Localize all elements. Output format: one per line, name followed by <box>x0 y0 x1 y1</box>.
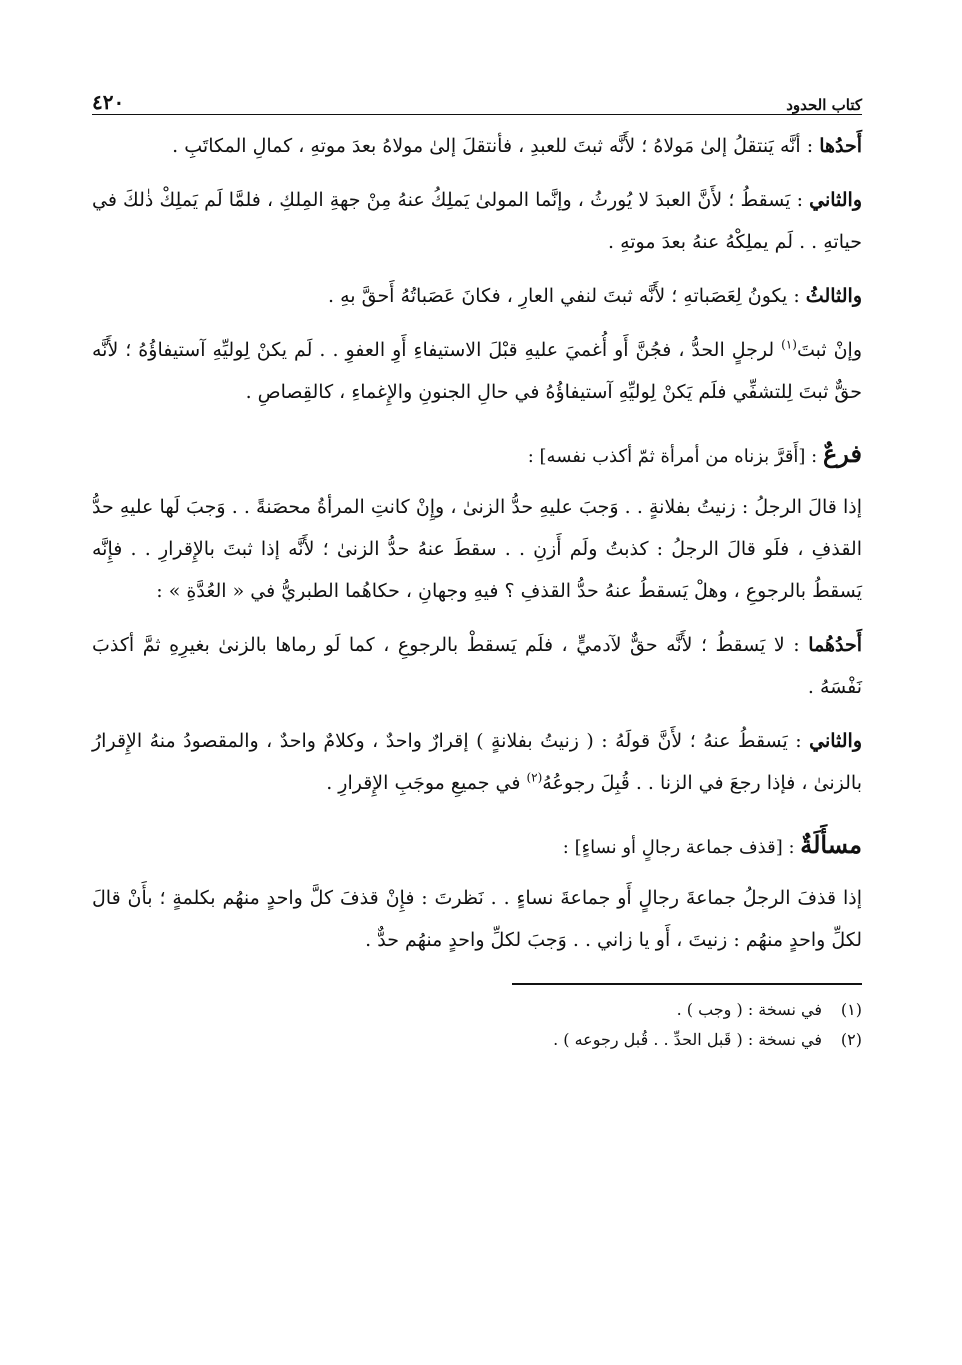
paragraph-text: لرجلٍ الحدُّ ، فجُنَّ أَو أُغميَ عليهِ قبْلَ الاستيفاءِ أَوِ العفوِ . . لَم يكنْ لِوليِّهِ آستيفاؤُهُ ؛ لأَنَّه حقٌّ ثبتَ لِلتشفِّي فلَم يَكنْ لِوليِّهِ آستيفاؤُهُ في حالِ الجنونِ والإِغماءِ ، كالقِصاصِ . <box>92 339 862 403</box>
paragraph <box>92 329 862 413</box>
paragraph-lead: أَحدُهُما <box>808 634 862 656</box>
section-title: : [أَقرَّ بزناه من أمرأة ثمّ أكذب نفسه] : <box>527 446 823 467</box>
paragraph-text: : يَسقطُ ؛ لأَنَّ العبدَ لا يُورثُ ، وإنَّما المولىٰ يَملِكُ عنهُ مِنْ جهةِ المِلكِ ، فلمَّا لَم يَملِكْ ذٰلكَ في حياتهِ . . لَم يملِكْهُ عنهُ بعدَ موتهِ . <box>92 189 862 253</box>
paragraph-lead: أَحدُها <box>819 135 862 157</box>
section-heading <box>92 433 862 478</box>
running-header <box>92 80 862 115</box>
footnote <box>92 1025 862 1055</box>
paragraph-text: : لا يَسقطُ ؛ لأَنَّه حقٌّ لآدميٍّ ، فلَم يَسقطْ بالرجوعِ ، كما لَو رماها بالزنىٰ بغيرِهِ ثمَّ أكذبَ نَفْسَهُ . <box>92 634 862 698</box>
paragraph-text: : يَسقطُ عنهُ ؛ لأَنَّ قولَهُ : ( زنيتُ بفلانةٍ ) إقرارٌ واحدٌ ، وكلامٌ واحدٌ ، والمقصودُ منهُ الإِقرارُ بالزنىٰ ، فإذا رجعَ في الزنا . . قُبِلَ رجوعُهُ <box>92 730 862 794</box>
paragraph-text: وإنْ ثبتَ <box>796 339 863 361</box>
section-label: مسأَلَةٌ <box>800 830 862 859</box>
paragraph-lead: والثالثُ <box>805 285 862 307</box>
footnote-ref[interactable]: (١) <box>781 337 797 352</box>
paragraph-lead: والثاني <box>809 730 862 752</box>
paragraph-lead: والثاني <box>809 189 862 211</box>
footnote-number: (١) <box>840 1000 862 1019</box>
paragraph-text: في جميعِ موجَبِ الإِقرارِ . <box>326 772 527 794</box>
footnote-divider <box>512 983 862 985</box>
footnote-number: (٢) <box>840 1030 862 1049</box>
paragraph <box>92 624 862 708</box>
paragraph-text: : يكونُ لِعَصَباتهِ ؛ لأَنَّه ثبتَ لنفي العارِ ، فكانَ عَصَباتُهُ أَحقَّ بهِ . <box>328 285 806 307</box>
footnote-text: في نسخة : ( قَبل الحدِّ . . قُبل رجوعه ) . <box>553 1030 822 1049</box>
paragraph <box>92 125 862 167</box>
paragraph-text: إذا قذفَ الرجلُ جماعةَ رجالٍ أَو جماعةَ نساءٍ . . نَظرتَ : فإِنْ قذفَ كلَّ واحدٍ منهُم بكلمةٍ ؛ بأَنْ قالَ لكلِّ واحدٍ منهُم : زنيتَ ، أَو يا زاني . . وَجبَ لكلِّ واحدٍ منهُم حدٌّ . <box>92 887 862 951</box>
page <box>92 80 862 1055</box>
footnote <box>92 995 862 1025</box>
paragraph <box>92 720 862 804</box>
paragraph-text: إذا قالَ الرجلُ : زنيتُ بفلانةٍ . . وَجبَ عليهِ حدُّ الزنىٰ ، وإِنْ كانتِ المرأةُ محصَنةً . . وَجبَ لَها عليهِ حدُّ القذفِ ، فلَو قالَ الرجلُ : كذبتُ ولَم أَزنِ . . سقطَ عنهُ حدُّ الزنىٰ ؛ لأَنَّه إذا ثبتَ بالإِقرارِ . . فإِنَّه يَسقطُ بالرجوعِ ، وهلْ يَسقطُ عنهُ حدُّ القذفِ ؟ فيهِ وجهانِ ، حكاهُما الطبريُّ في « العُدَّةِ » : <box>92 496 862 602</box>
paragraph <box>92 486 862 612</box>
page-number: ٤٢٠ <box>92 90 125 114</box>
paragraph <box>92 877 862 961</box>
paragraph <box>92 275 862 317</box>
section-label: فرعٌ <box>822 439 862 468</box>
book-title: كتاب الحدود <box>786 96 862 114</box>
page-body <box>92 125 862 1055</box>
section-heading <box>92 824 862 869</box>
footnote-ref[interactable]: (٢) <box>526 770 543 785</box>
section-title: : [قذف جماعة رجالٍ أو نساءٍ] : <box>562 837 801 858</box>
paragraph <box>92 179 862 263</box>
footnote-text: في نسخة : ( وجب ) . <box>676 1000 822 1019</box>
paragraph-text: : أنَّه يَنتقلُ إلىٰ مَولاهُ ؛ لأَنَّه ثبتَ للعبدِ ، فأنتقلَ إلىٰ مولاهُ بعدَ موتهِ ، كمالِ المكاتَبِ . <box>172 135 820 157</box>
